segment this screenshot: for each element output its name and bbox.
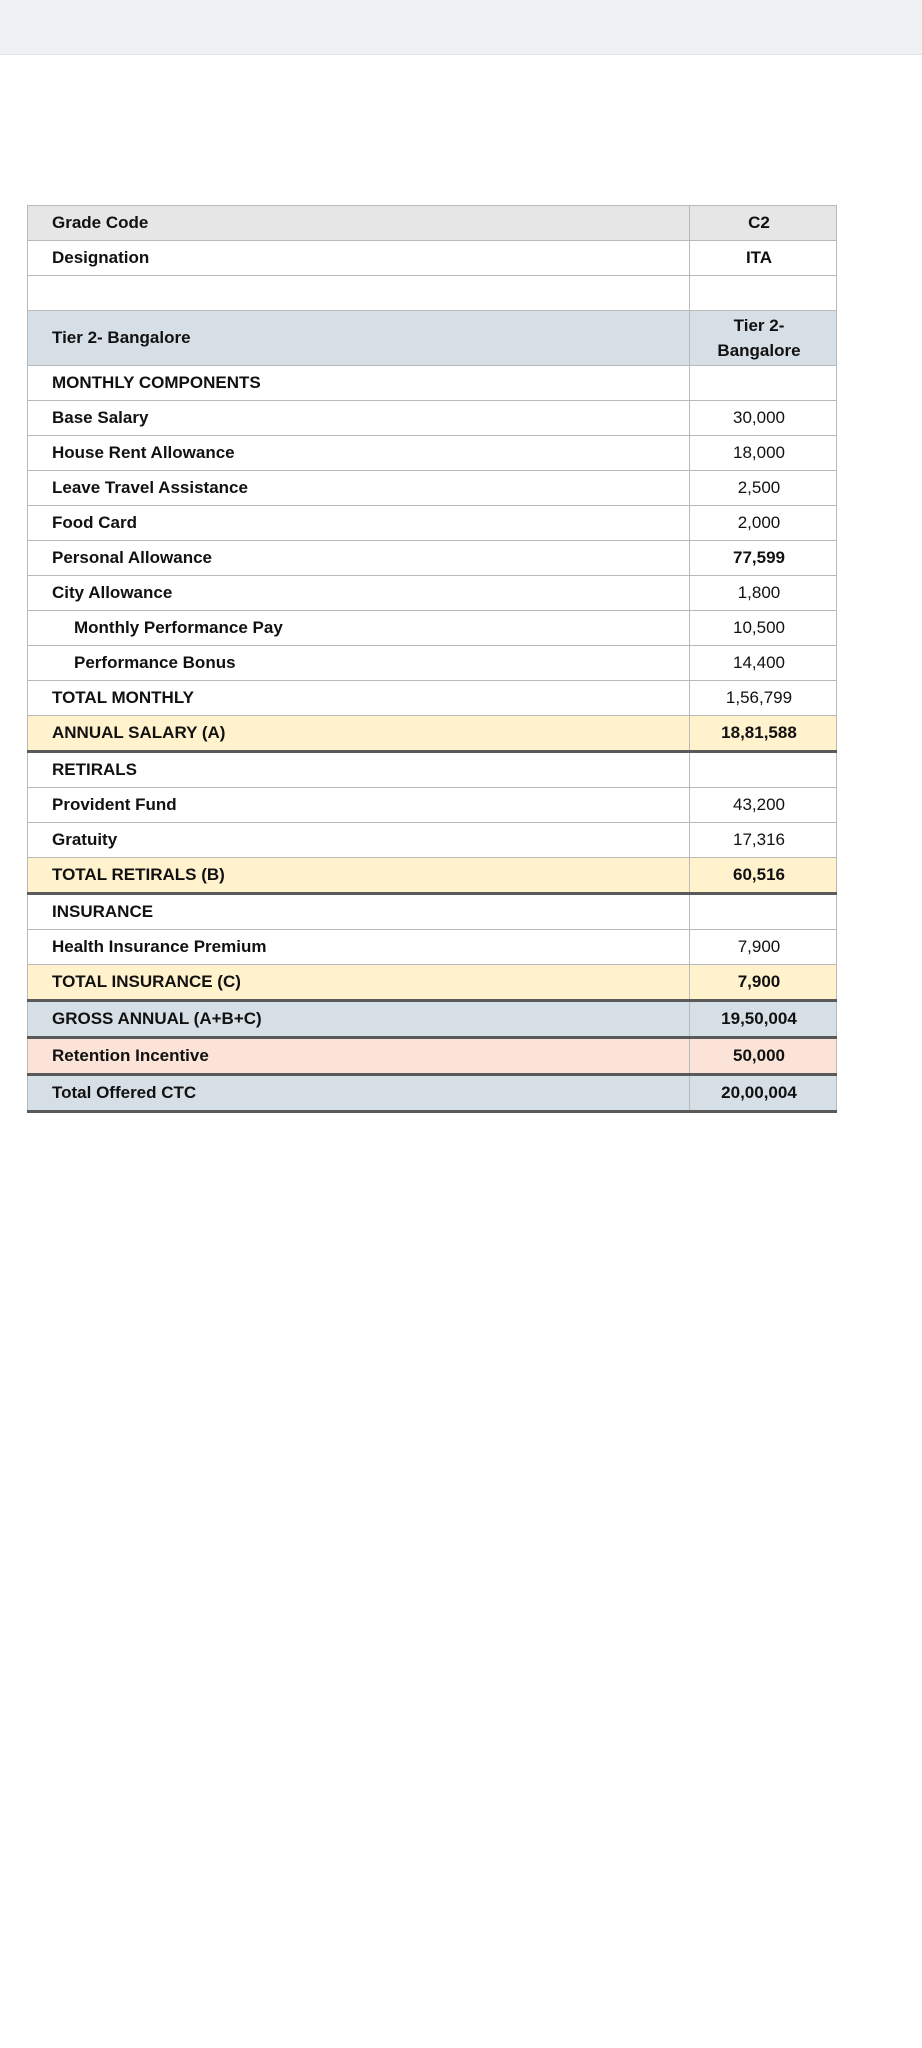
top-bar (0, 0, 922, 55)
gross-annual-row (28, 1001, 837, 1038)
designation-label: Designation (28, 241, 690, 276)
row-label: Food Card (28, 506, 690, 541)
annual-salary-label: ANNUAL SALARY (A) (28, 716, 690, 752)
total-ctc-value: 20,00,004 (690, 1075, 837, 1112)
compensation-table (27, 205, 837, 1113)
row-label: Performance Bonus (28, 646, 690, 681)
row-label: Health Insurance Premium (28, 930, 690, 965)
retirals-heading-row (28, 752, 837, 788)
table-row (28, 930, 837, 965)
total-retirals-value: 60,516 (690, 858, 837, 894)
gross-annual-value: 19,50,004 (690, 1001, 837, 1038)
row-label: Base Salary (28, 401, 690, 436)
table-row (28, 611, 837, 646)
row-label: Personal Allowance (28, 541, 690, 576)
retention-incentive-value: 50,000 (690, 1038, 837, 1075)
empty-cell (690, 894, 837, 930)
table-row (28, 541, 837, 576)
designation-row (28, 241, 837, 276)
table-row (28, 436, 837, 471)
total-retirals-row (28, 858, 837, 894)
row-value: 18,000 (690, 436, 837, 471)
table-row (28, 788, 837, 823)
location-label: Tier 2- Bangalore (28, 311, 690, 366)
insurance-heading-row (28, 894, 837, 930)
retention-incentive-label: Retention Incentive (28, 1038, 690, 1075)
row-label: Provident Fund (28, 788, 690, 823)
row-value: 7,900 (690, 930, 837, 965)
total-monthly-label: TOTAL MONTHLY (28, 681, 690, 716)
total-ctc-label: Total Offered CTC (28, 1075, 690, 1112)
grade-code-row (28, 206, 837, 241)
grade-code-value: C2 (690, 206, 837, 241)
table-row (28, 471, 837, 506)
blank-row (28, 276, 837, 311)
designation-value: ITA (690, 241, 837, 276)
total-insurance-label: TOTAL INSURANCE (C) (28, 965, 690, 1001)
row-value: 10,500 (690, 611, 837, 646)
location-value (690, 311, 837, 366)
row-value: 14,400 (690, 646, 837, 681)
row-value: 43,200 (690, 788, 837, 823)
table-row (28, 506, 837, 541)
annual-salary-value: 18,81,588 (690, 716, 837, 752)
location-row (28, 311, 837, 366)
row-label: Leave Travel Assistance (28, 471, 690, 506)
row-label: Monthly Performance Pay (28, 611, 690, 646)
row-value: 77,599 (690, 541, 837, 576)
blank-cell (28, 276, 690, 311)
row-label: House Rent Allowance (28, 436, 690, 471)
row-label: City Allowance (28, 576, 690, 611)
retention-incentive-row (28, 1038, 837, 1075)
row-label: Gratuity (28, 823, 690, 858)
insurance-heading: INSURANCE (28, 894, 690, 930)
gross-annual-label: GROSS ANNUAL (A+B+C) (28, 1001, 690, 1038)
monthly-heading: MONTHLY COMPONENTS (28, 366, 690, 401)
monthly-heading-row (28, 366, 837, 401)
total-monthly-value: 1,56,799 (690, 681, 837, 716)
retirals-heading: RETIRALS (28, 752, 690, 788)
total-retirals-label: TOTAL RETIRALS (B) (28, 858, 690, 894)
total-insurance-row (28, 965, 837, 1001)
location-value-text: Tier 2- Bangalore (717, 315, 801, 360)
table-row (28, 576, 837, 611)
total-ctc-row (28, 1075, 837, 1112)
blank-cell (690, 276, 837, 311)
row-value: 30,000 (690, 401, 837, 436)
row-value: 2,500 (690, 471, 837, 506)
table-row (28, 401, 837, 436)
table-row (28, 823, 837, 858)
grade-code-label: Grade Code (28, 206, 690, 241)
row-value: 2,000 (690, 506, 837, 541)
empty-cell (690, 366, 837, 401)
table-row (28, 646, 837, 681)
row-value: 1,800 (690, 576, 837, 611)
annual-salary-row (28, 716, 837, 752)
total-insurance-value: 7,900 (690, 965, 837, 1001)
total-monthly-row (28, 681, 837, 716)
empty-cell (690, 752, 837, 788)
row-value: 17,316 (690, 823, 837, 858)
